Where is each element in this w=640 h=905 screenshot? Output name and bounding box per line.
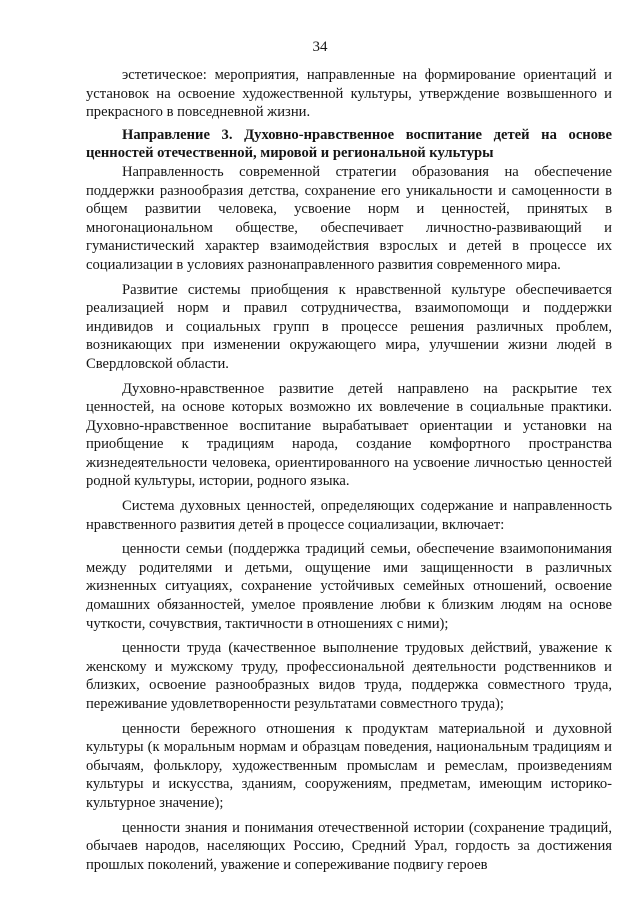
- document-body: [86, 66, 612, 874]
- paragraph-spiritual-development: Духовно-нравственное развитие детей направлено на раскрытие тех ценностей, на основе которых возможно их вовлечение в социальные практики. Духовно-нравственное воспитание вырабатывает ориентации и установки на приобщение к традициям народа, создание комфортного пространства жизнедеятельности человека, ориентированного на усвоение личностью ценностей родной культуры, истории, родного языка.: [86, 380, 612, 490]
- page-number: 34: [312, 39, 328, 55]
- paragraph-value-system: Система духовных ценностей, определяющих содержание и направленность нравственного развития детей в процессе социализации, включает:: [86, 498, 612, 533]
- paragraph-aesthetic: эстетическое: мероприятия, направленные на формирование ориентаций и установок на освоение художественной культуры, утверждение возвышенного и прекрасного в повседневной жизни.: [86, 67, 612, 121]
- list-item-family-values: ценности семьи (поддержка традиций семьи, обеспечение взаимопонимания между родителями и детьми, ощущение ими защищенности в различных жизненных ситуациях, сохранение устойчивых семейных отношений, освоение домашних обязанностей, умелое проявление любви к близким людям на основе чуткости, сочувствия, тактичности в отношениях с ними);: [86, 541, 612, 632]
- paragraph-strategy: Направленность современной стратегии образования на обеспечение поддержки разнообразия детства, сохранение его уникальности и самоценности в общем развитии человека, усвоение норм и ценностей, принятых в многонациональном обществе, обеспечивает личностно-развивающий и гуманистический характер взаимодействия взрослых и детей в процессе их социализации в условиях разнонаправленного развития современного мира.: [86, 163, 612, 273]
- list-item-labor-values: ценности труда (качественное выполнение трудовых действий, уважение к женскому и мужскому труду, профессиональной деятельности родственников и близких, освоение разнообразных видов труда, поддержка совместного труда, переживание удовлетворенности результатами совместного труда);: [86, 640, 612, 712]
- paragraph-moral-culture: Развитие системы приобщения к нравственной культуре обеспечивается реализацией норм и правил сотрудничества, взаимопомощи и поддержки индивидов и социальных групп в процессе решения различных проблем, возникающих при изменении окружающего мира, улучшении жизни людей в Свердловской области.: [86, 281, 612, 372]
- list-item-culture-values: ценности бережного отношения к продуктам материальной и духовной культуры (к моральным нормам и образцам поведения, национальным традициям и обычаям, фольклору, художественным промыслам и ремеслам, произведениям культуры и искусства, зданиям, сооружениям, предметам, имеющим историко-культурное значение);: [86, 720, 612, 811]
- list-item-history-values: ценности знания и понимания отечественной истории (сохранение традиций, обычаев народов, населяющих Россию, Средний Урал, гордость за достижения прошлых поколений, уважение и сопереживание подвигу героев: [86, 819, 612, 873]
- section-heading: Направление 3. Духовно-нравственное воспитание детей на основе ценностей отечественной, мировой и региональной культуры: [86, 126, 612, 162]
